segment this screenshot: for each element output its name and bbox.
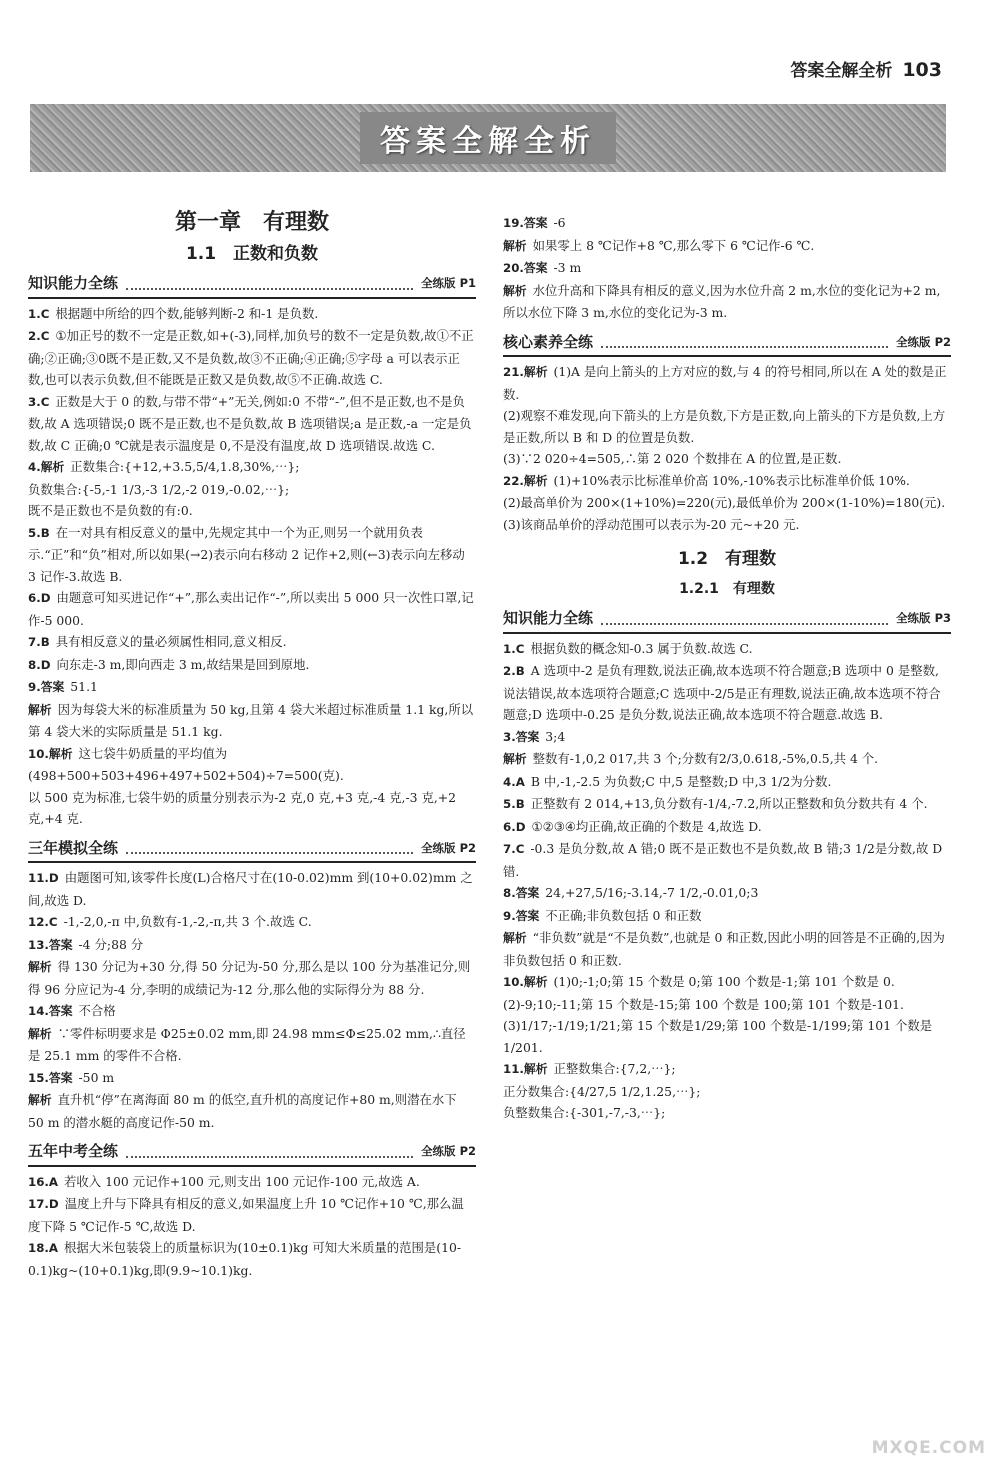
answer-text: 正整数有 2 014,+13,负分数有-1/4,-7.2,所以正整数和负分数共有 4 个.: [530, 796, 928, 811]
answer-label: 5.B: [28, 525, 50, 540]
exercise-header: [503, 332, 951, 358]
exercise-header: [28, 273, 476, 299]
answer-entry: [503, 638, 951, 661]
answer-text: -4 分;88 分: [78, 936, 144, 952]
page-number: 103: [902, 59, 942, 81]
analysis-label: 解析: [28, 960, 52, 974]
answer-text: (1)A 是向上箭头的上方对应的数,与 4 的符号相同,所以在 A 处的数是正数.: [503, 364, 947, 402]
answer-entry: [503, 905, 951, 972]
answer-entry: [503, 816, 951, 839]
page-header: [790, 56, 942, 81]
exercise-header: [28, 838, 476, 864]
analysis-text: 直升机“停”在离海面 80 m 的低空,直升机的高度记作+80 m,则潜在水下 50 m 的潜水艇的高度记作-50 m.: [28, 1092, 457, 1130]
answer-text: 正数是大于 0 的数,与带不带“+”无关,例如:0 不带“-”,但不是正数,也不是负数,故 A 选项错误;0 既不是正数,也不是负数,故 B 选项错误;a 是正数,-a 一定是负数,故 C 正确;0 ℃就是表示温度是 0,不是没有温度,故 D 选项错误.故选 C.: [28, 393, 472, 453]
header-title: 答案全解全析: [790, 61, 893, 81]
analysis-label: 解析: [28, 702, 52, 717]
answer-entry: [503, 660, 951, 726]
answer-entry: [28, 1237, 476, 1281]
answer-text: -0.3 是负分数,故 A 错;0 既不是正数也不是负数,故 B 错;3 1/2是分数,故 D 错.: [503, 841, 943, 879]
answer-text: 51.1: [70, 679, 98, 694]
analysis-text: 得 130 分记为+30 分,得 50 分记为-50 分,那么是以 100 分为基准记分,则得 96 分应记为-4 分,李明的成绩记为-12 分,那么他的实际得分为 88 分.: [28, 959, 471, 997]
answer-entry: [28, 867, 476, 911]
answer-text: 24,+27,5/16;-3.14,-7 1/2,-0.01,0;3: [545, 885, 759, 900]
answer-label: 15.答案: [28, 1070, 73, 1085]
answer-entry: [503, 361, 951, 470]
answer-label: 5.B: [503, 797, 525, 811]
answer-text: -3 m: [553, 260, 582, 275]
answer-label: 7.C: [503, 842, 525, 856]
exercise-title: 知识能力全练: [503, 609, 594, 627]
dotted-leader: [601, 613, 888, 625]
answer-label: 4.A: [503, 774, 525, 789]
answer-entry: [503, 212, 951, 257]
answer-entry: [503, 971, 951, 1058]
answer-text: 在一对具有相反意义的量中,先规定其中一个为正,则另一个就用负表示.“正”和“负”相对,所以如果(→2)表示向右移动 2 记作+2,则(←3)表示向左移动 3 记作-3.故选 B.: [28, 524, 465, 584]
answer-label: 10.解析: [28, 746, 73, 761]
answer-entry: [503, 838, 951, 882]
answer-entry: [28, 1171, 476, 1194]
answer-subline: 以 500 克为标准,七袋牛奶的质量分别表示为-2 克,0 克,+3 克,-4 克,-3 克,+2 克,+4 克.: [28, 789, 457, 826]
answer-label: 14.答案: [28, 1004, 73, 1018]
answer-text: (1)+10%表示比标准单价高 10%,-10%表示比标准单价低 10%.: [553, 472, 910, 488]
exercise-title: 五年中考全练: [28, 1142, 119, 1160]
answer-label: 11.解析: [503, 1062, 548, 1076]
right-column: [503, 212, 951, 1124]
answer-subline: (3)该商品单价的浮动范围可以表示为-20 元~+20 元.: [503, 516, 800, 532]
answer-subline: 正分数集合:{4/27,5 1/2,1.25,⋯};: [503, 1083, 701, 1099]
watermark: [842, 1396, 992, 1458]
answer-entry: [28, 1000, 476, 1067]
answer-text: 根据负数的概念知-0.3 属于负数.故选 C.: [530, 640, 753, 656]
section-title: 1.1 正数和负数: [185, 243, 319, 264]
answer-entry: [28, 456, 476, 522]
answer-label: 21.解析: [503, 365, 548, 379]
answer-label: 17.D: [28, 1197, 59, 1211]
answer-label: 1.C: [28, 306, 50, 321]
answer-text: -50 m: [78, 1069, 115, 1085]
answer-label: 8.答案: [503, 886, 540, 900]
answer-label: 10.解析: [503, 975, 548, 989]
answer-text: 正整数集合:{7,2,⋯};: [553, 1061, 676, 1076]
answer-entry: [28, 631, 476, 654]
answer-label: 19.答案: [503, 216, 548, 230]
answer-label: 9.答案: [28, 680, 65, 694]
answer-text: (1)0;-1;0;第 15 个数是 0;第 100 个数是-1;第 101 个数是 0.: [553, 974, 895, 989]
analysis-text: ∵零件标明要求是 Φ25±0.02 mm,即 24.98 mm≤Φ≤25.02 mm,∴直径是 25.1 mm 的零件不合格.: [28, 1025, 466, 1063]
chapter-title: 第一章 有理数: [174, 210, 329, 235]
answer-label: 6.D: [28, 591, 51, 605]
dotted-leader: [126, 1146, 413, 1158]
answer-label: 2.B: [503, 664, 525, 678]
answer-text: -1,-2,0,-π 中,负数有-1,-2,-π,共 3 个.故选 C.: [63, 914, 312, 929]
answer-text: 根据题中所给的四个数,能够判断-2 和-1 是负数.: [55, 305, 319, 321]
answer-entry: [28, 391, 476, 457]
answer-entry: [503, 771, 951, 794]
answer-label: 18.A: [28, 1241, 59, 1255]
answer-entry: [503, 470, 951, 536]
answer-subline: (2)观察不难发现,向下箭头的上方是负数,下方是正数,向上箭头的下方是负数,上方是正数,所以 B 和 D 的位置是负数.: [503, 408, 946, 445]
analysis-label: 解析: [28, 1093, 52, 1107]
analysis-label: 解析: [503, 238, 527, 253]
answer-label: 12.C: [28, 915, 58, 929]
answer-entry: [28, 676, 476, 743]
answer-text: 具有相反意义的量必须属性相同,意义相反.: [55, 634, 287, 649]
answer-entry: [503, 793, 951, 816]
answer-text: 由题意可知买进记作“+”,那么卖出记作“-”,所以卖出 5 000 只一次性口罩,记作-5 000.: [28, 590, 474, 628]
answer-subline: (3)∵2 020÷4=505,∴第 2 020 个数排在 A 的位置,是正数.: [503, 451, 842, 466]
analysis-text: 因为每袋大米的标准质量为 50 kg,且第 4 袋大米超过标准质量 1.1 kg,所以第 4 袋大米的实际质量是 51.1 kg.: [28, 701, 474, 739]
analysis-text: “非负数”就是“不是负数”,也就是 0 和正数,因此小明的回答是不正确的,因为非负数包括 0 和正数.: [503, 930, 945, 968]
answer-entry: [28, 1193, 476, 1237]
exercise-header: [503, 608, 951, 634]
answer-label: 7.B: [28, 635, 50, 649]
section-title: 1.2 有理数: [677, 549, 777, 569]
answer-label: 6.D: [503, 819, 526, 834]
answer-text: 不合格: [78, 1003, 116, 1018]
answer-text: 不正确;非负数包括 0 和正数: [545, 907, 702, 923]
analysis-label: 解析: [28, 1026, 52, 1041]
dotted-leader: [126, 278, 413, 290]
answer-subline: (2)-9;10;-11;第 15 个数是-15;第 100 个数是 100;第 101 个数是-101.: [503, 996, 904, 1012]
answer-text: 这七袋牛奶质量的平均值为(498+500+503+496+497+502+504)÷7=500(克).: [28, 745, 344, 783]
answer-text: 由题图可知,该零件长度(L)合格尺寸在(10-0.02)mm 到(10+0.02)mm 之间,故选 D.: [28, 870, 473, 908]
answer-text: 温度上升与下降具有相反的意义,如果温度上升 10 ℃记作+10 ℃,那么温度下降 5 ℃记作-5 ℃,故选 D.: [28, 1196, 464, 1234]
answer-entry: [28, 325, 476, 391]
answer-entry: [28, 654, 476, 677]
exercise-ref: 全练版 P2: [421, 840, 476, 855]
answer-label: 3.C: [28, 394, 50, 409]
answer-subline: 负数集合:{-5,-1 1/3,-3 1/2,-2 019,-0.02,⋯};: [28, 481, 290, 497]
watermark-text: MXQE.COM: [871, 1438, 986, 1458]
answer-entry: [28, 743, 476, 830]
answer-subline: 负整数集合:{-301,-7,-3,⋯};: [503, 1105, 666, 1120]
answer-label: 9.答案: [503, 908, 540, 923]
answer-label: 11.D: [28, 871, 59, 885]
answer-text: 3;4: [545, 728, 566, 744]
answer-entry: [28, 1067, 476, 1134]
answer-label: 1.C: [503, 641, 525, 656]
answer-entry: [28, 587, 476, 631]
analysis-label: 解析: [503, 752, 527, 766]
answer-entry: [503, 1058, 951, 1124]
answer-label: 13.答案: [28, 937, 73, 952]
answer-text: -6: [553, 215, 566, 230]
exercise-ref: 全练版 P2: [896, 334, 951, 349]
exercise-ref: 全练版 P1: [421, 276, 476, 290]
answer-text: ①②③④均正确,故正确的个数是 4,故选 D.: [531, 818, 762, 834]
answer-subline: (3)1/17;-1/19;1/21;第 15 个数是1/29;第 100 个数是-1/199;第 101 个数是1/201.: [503, 1018, 933, 1055]
answer-text: 根据大米包装袋上的质量标识为(10±0.1)kg 可知大米质量的范围是(10-0.1)kg~(10+0.1)kg,即(9.9~10.1)kg.: [28, 1240, 462, 1278]
answer-label: 2.C: [28, 329, 50, 343]
answer-entry: [503, 257, 951, 324]
answer-entry: [28, 303, 476, 326]
exercise-title: 核心素养全练: [503, 332, 594, 351]
analysis-label: 解析: [503, 931, 527, 945]
answer-text: A 选项中-2 是负有理数,说法正确,故本选项不符合题意;B 选项中 0 是整数,说法错误,故本选项符合题意;C 选项中-2/5是正有理数,说法正确,故本选项不符合题意;D 选项中-0.25 是负分数,说法正确,故本选项不符合题意.故选 B.: [503, 663, 941, 722]
answer-text: 若收入 100 元记作+100 元,则支出 100 元记作-100 元,故选 A.: [64, 1173, 420, 1189]
answer-entry: [28, 911, 476, 934]
exercise-title: 三年模拟全练: [28, 838, 119, 857]
answer-label: 4.解析: [28, 460, 65, 474]
answer-subline: 既不是正数也不是负数的有:0.: [28, 503, 193, 518]
answer-entry: [503, 726, 951, 771]
subsection-title: 1.2.1 有理数: [679, 580, 775, 597]
banner: [30, 104, 946, 172]
answer-text: 向东走-3 m,即向西走 3 m,故结果是回到原地.: [56, 656, 310, 672]
dotted-leader: [126, 842, 413, 854]
exercise-ref: 全练版 P2: [421, 1144, 476, 1158]
exercise-title: 知识能力全练: [28, 274, 119, 292]
analysis-text: 整数有-1,0,2 017,共 3 个;分数有2/3,0.618,-5%,0.5,共 4 个.: [532, 751, 879, 766]
answer-text: 正数集合:{+12,+3.5,5/4,1.8,30%,⋯};: [70, 459, 300, 474]
answer-entry: [503, 882, 951, 905]
exercise-header: [28, 1141, 476, 1167]
analysis-text: 水位升高和下降具有相反的意义,因为水位升高 2 m,水位的变化记为+2 m,所以水位下降 3 m,水位的变化记为-3 m.: [503, 282, 941, 320]
answer-entry: [28, 934, 476, 1001]
answer-text: B 中,-1,-2.5 为负数;C 中,5 是整数;D 中,3 1/2为分数.: [530, 773, 832, 789]
answer-label: 8.D: [28, 657, 51, 672]
answer-label: 16.A: [28, 1174, 59, 1189]
left-column: [28, 210, 476, 1281]
analysis-text: 如果零上 8 ℃记作+8 ℃,那么零下 6 ℃记作-6 ℃.: [532, 237, 815, 253]
analysis-label: 解析: [503, 283, 527, 298]
answer-label: 3.答案: [503, 729, 540, 744]
answer-subline: (2)最高单价为 200×(1+10%)=220(元),最低单价为 200×(1-10%)=180(元).: [503, 495, 946, 510]
answer-label: 20.答案: [503, 261, 548, 275]
dotted-leader: [601, 336, 888, 348]
banner-title: 答案全解全析: [360, 112, 616, 164]
answer-text: ①加正号的数不一定是正数,如+(-3),同样,加负号的数不一定是负数,故①不正确;②正确;③0既不是正数,又不是负数,故③不正确;④正确;⑤字母 a 可以表示正数,也可以表示负数,但不能既是正数又是负数,故⑤不正确.故选 C.: [28, 328, 474, 387]
exercise-ref: 全练版 P3: [896, 611, 951, 625]
answer-label: 22.解析: [503, 473, 548, 488]
answer-entry: [28, 522, 476, 588]
